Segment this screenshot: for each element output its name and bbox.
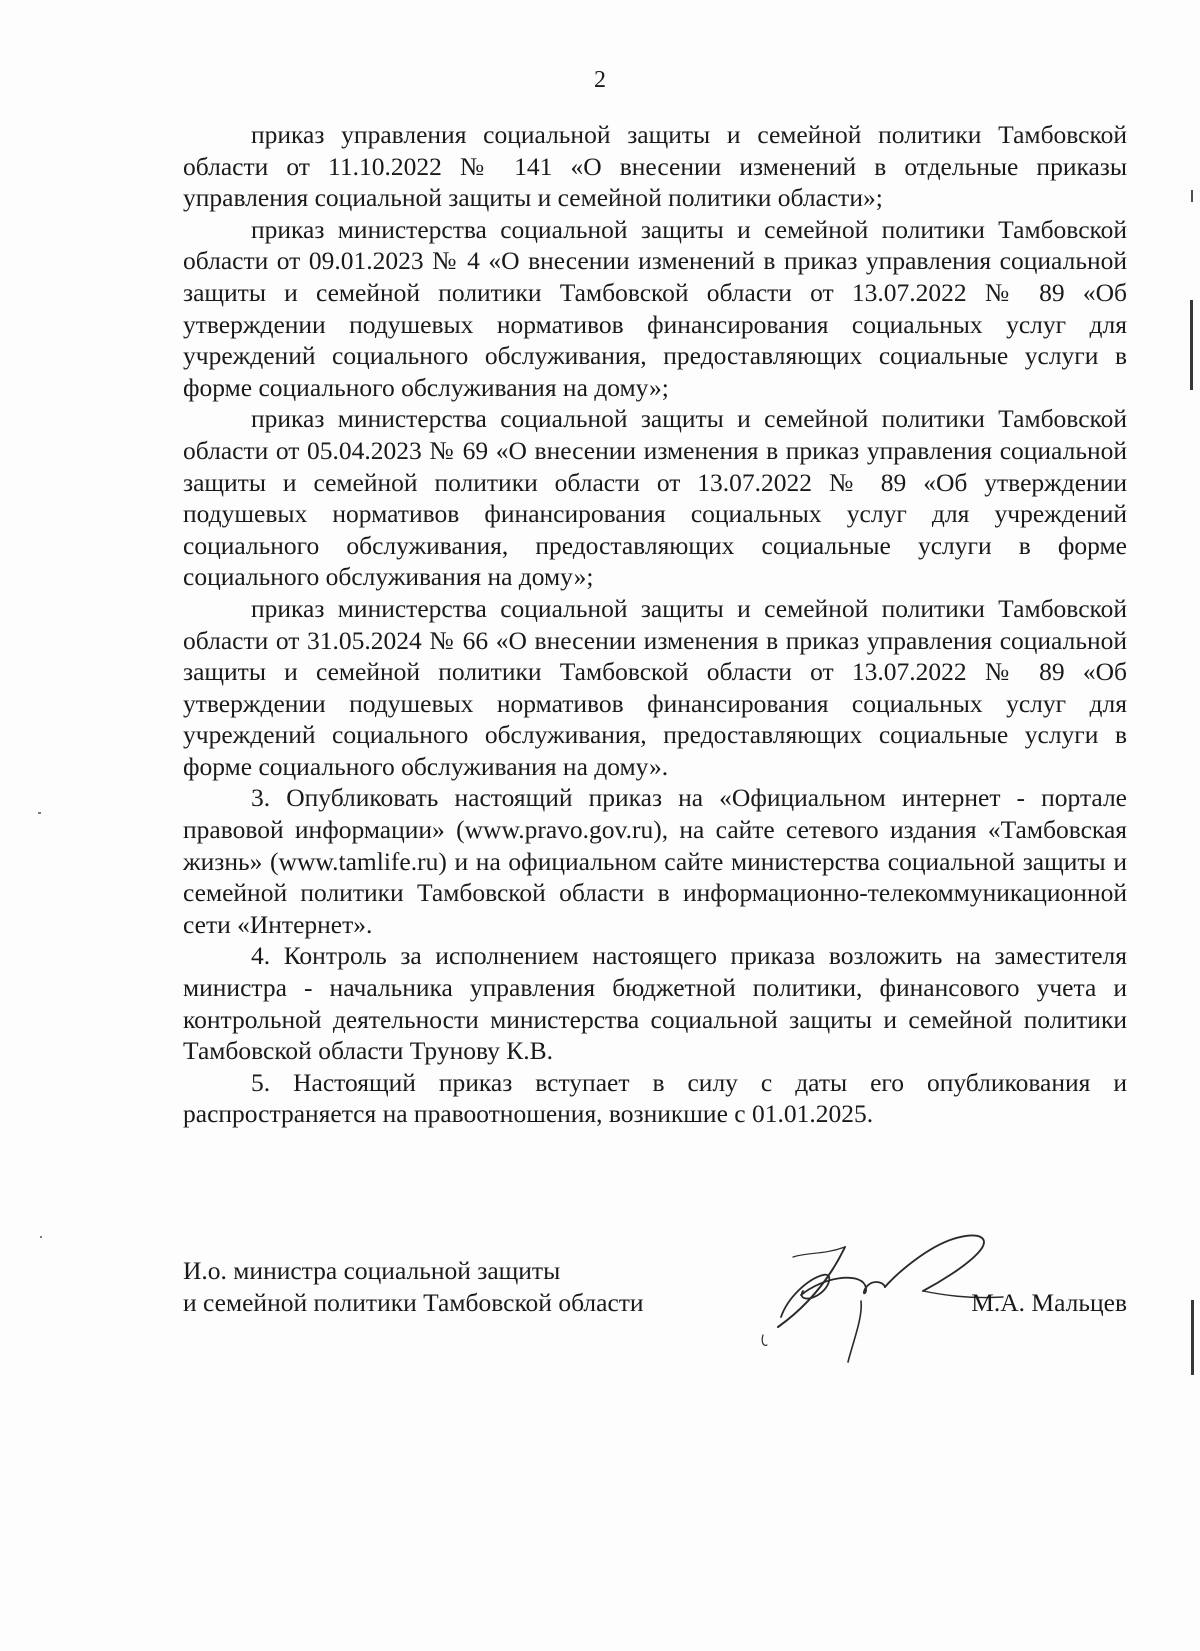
- paragraph-order-4: приказ министерства социальной защиты и семейной политики Тамбовской области от 09.01.2023 № 4 «О внесении изменений в приказ управления социальной защиты и семейной политики Тамбовской области от 13.07.2022 № 89 «Об утверждении подушевых нормативов финансирования социальных услуг для учреждений социального обслуживания, предоставляющих социальные услуги в форме социального обслуживания на дому»;: [183, 214, 1127, 402]
- paragraph-item-5-effective: 5. Настоящий приказ вступает в силу с даты его опубликования и распространяется на правоотношения, возникшие с 01.01.2025.: [183, 1067, 1127, 1129]
- scan-artifact: [38, 812, 41, 814]
- page-number: 2: [594, 67, 606, 93]
- scan-artifact: [1191, 190, 1193, 202]
- signature-block: [183, 1255, 1127, 1375]
- signatory-title: [183, 1255, 644, 1318]
- document-body: [183, 119, 1127, 1130]
- scan-artifact: [40, 1236, 42, 1238]
- signatory-title-line-2: и семейной политики Тамбовской области: [183, 1287, 644, 1317]
- paragraph-order-66: приказ министерства социальной защиты и семейной политики Тамбовской области от 31.05.2024 № 66 «О внесении изменения в приказ управления социальной защиты и семейной политики Тамбовской области от 13.07.2022 № 89 «Об утверждении подушевых нормативов финансирования социальных услуг для учреждений социального обслуживания, предоставляющих социальные услуги в форме социального обслуживания на дому».: [183, 593, 1127, 781]
- scan-artifact: [1191, 1300, 1194, 1375]
- scan-artifact: [1190, 300, 1193, 390]
- signatory-title-line-1: И.о. министра социальной защиты: [183, 1256, 561, 1285]
- signatory-name: М.А. Мальцев: [971, 1287, 1127, 1317]
- paragraph-order-69: приказ министерства социальной защиты и семейной политики Тамбовской области от 05.04.2023 № 69 «О внесении изменения в приказ управления социальной защиты и семейной политики области от 13.07.2022 № 89 «Об утверждении подушевых нормативов финансирования социальных услуг для учреждений социального обслуживания, предоставляющих социальные услуги в форме социального обслуживания на дому»;: [183, 404, 1127, 592]
- paragraph-item-4-control: 4. Контроль за исполнением настоящего приказа возложить на заместителя министра - начальника управления бюджетной политики, финансового учета и контрольной деятельности министерства социальной защиты и семейной политики Тамбовской области Трунову К.В.: [183, 941, 1127, 1066]
- paragraph-item-3-publish: 3. Опубликовать настоящий приказ на «Официальном интернет - портале правовой информации» (www.pravo.gov.ru), на сайте сетевого издания «Тамбовская жизнь» (www.tamlife.ru) и на официальном сайте министерства социальной защиты и семейной политики Тамбовской области в информационно-телекоммуникационной сети «Интернет».: [183, 783, 1127, 939]
- paragraph-order-141: приказ управления социальной защиты и семейной политики Тамбовской области от 11.10.2022 № 141 «О внесении изменений в отдельные приказы управления социальной защиты и семейной политики области»;: [183, 120, 1127, 213]
